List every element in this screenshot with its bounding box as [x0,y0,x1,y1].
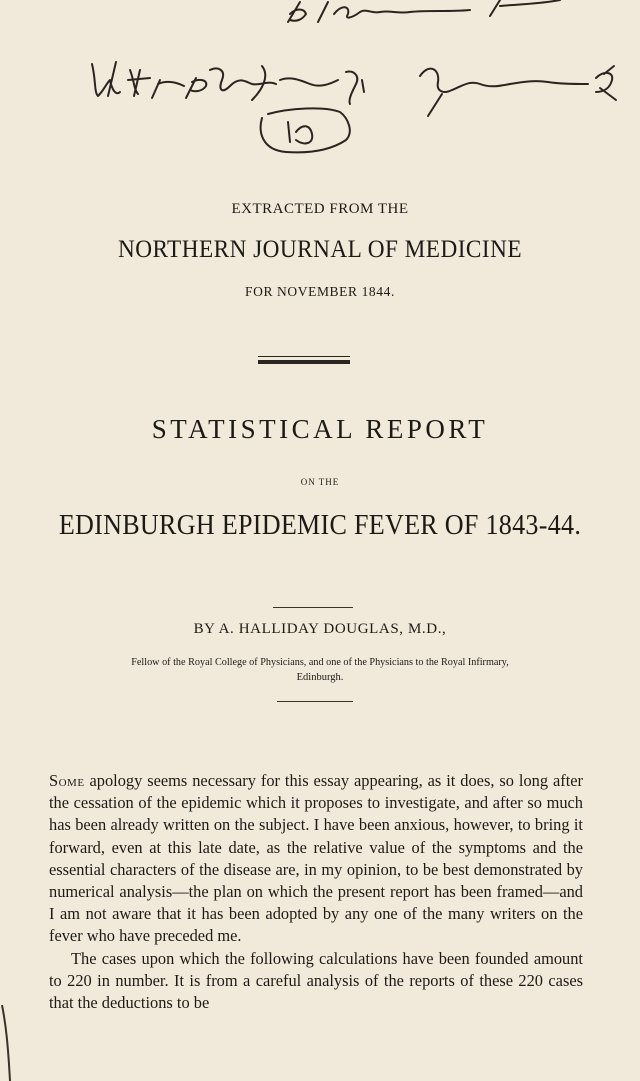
divider-thin [258,356,350,357]
author-affiliation-city: Edinburgh. [296,672,344,683]
journal-name: NORTHERN JOURNAL OF MEDICINE [117,236,523,263]
page-edge-mark-icon [0,1005,20,1081]
paragraph-2: The cases upon which the following calculations have been founded amount to 220 in number. It is from a careful analysis of the reports of these 220 cases that the deductions to be [49,948,583,1013]
author-affiliation: Fellow of the Royal College of Physicians, and one of the Physicians to the Royal Infirmary, [131,657,509,668]
body-text [49,770,583,1014]
issue-date: FOR NOVEMBER 1844. [245,284,395,299]
author-byline: BY A. HALLIDAY DOUGLAS, M.D., [193,621,447,637]
report-subject: EDINBURGH EPIDEMIC FEVER OF 1843-44. [58,509,582,541]
handwritten-inscription [0,0,640,170]
divider-before-author [273,607,353,608]
paragraph-1-lead: Some [49,771,85,790]
paragraph-1-text: apology seems necessary for this essay appearing, as it does, so long after the cessation of the epidemic which it proposes to investigate, and after so much has been already written on the subject. I have been anxious, however, to bring it forward, even at this late date, as the relative value of the symptoms and the essential characters of the disease are, in my opinion, to be best demonstrated by numerical analysis—the plan on which the present report has been framed—and I am not aware that it has been adopted by any one of the many writers on the fever who have preceded me. [49,771,583,946]
divider-thick [258,360,350,364]
title-connector: ON THE [300,477,340,487]
paragraph-1 [49,770,583,948]
extracted-from-line: EXTRACTED FROM THE [231,201,409,217]
divider-after-author [277,701,353,702]
handwriting-scrawl-icon [0,0,640,170]
report-title: STATISTICAL REPORT [151,414,489,444]
